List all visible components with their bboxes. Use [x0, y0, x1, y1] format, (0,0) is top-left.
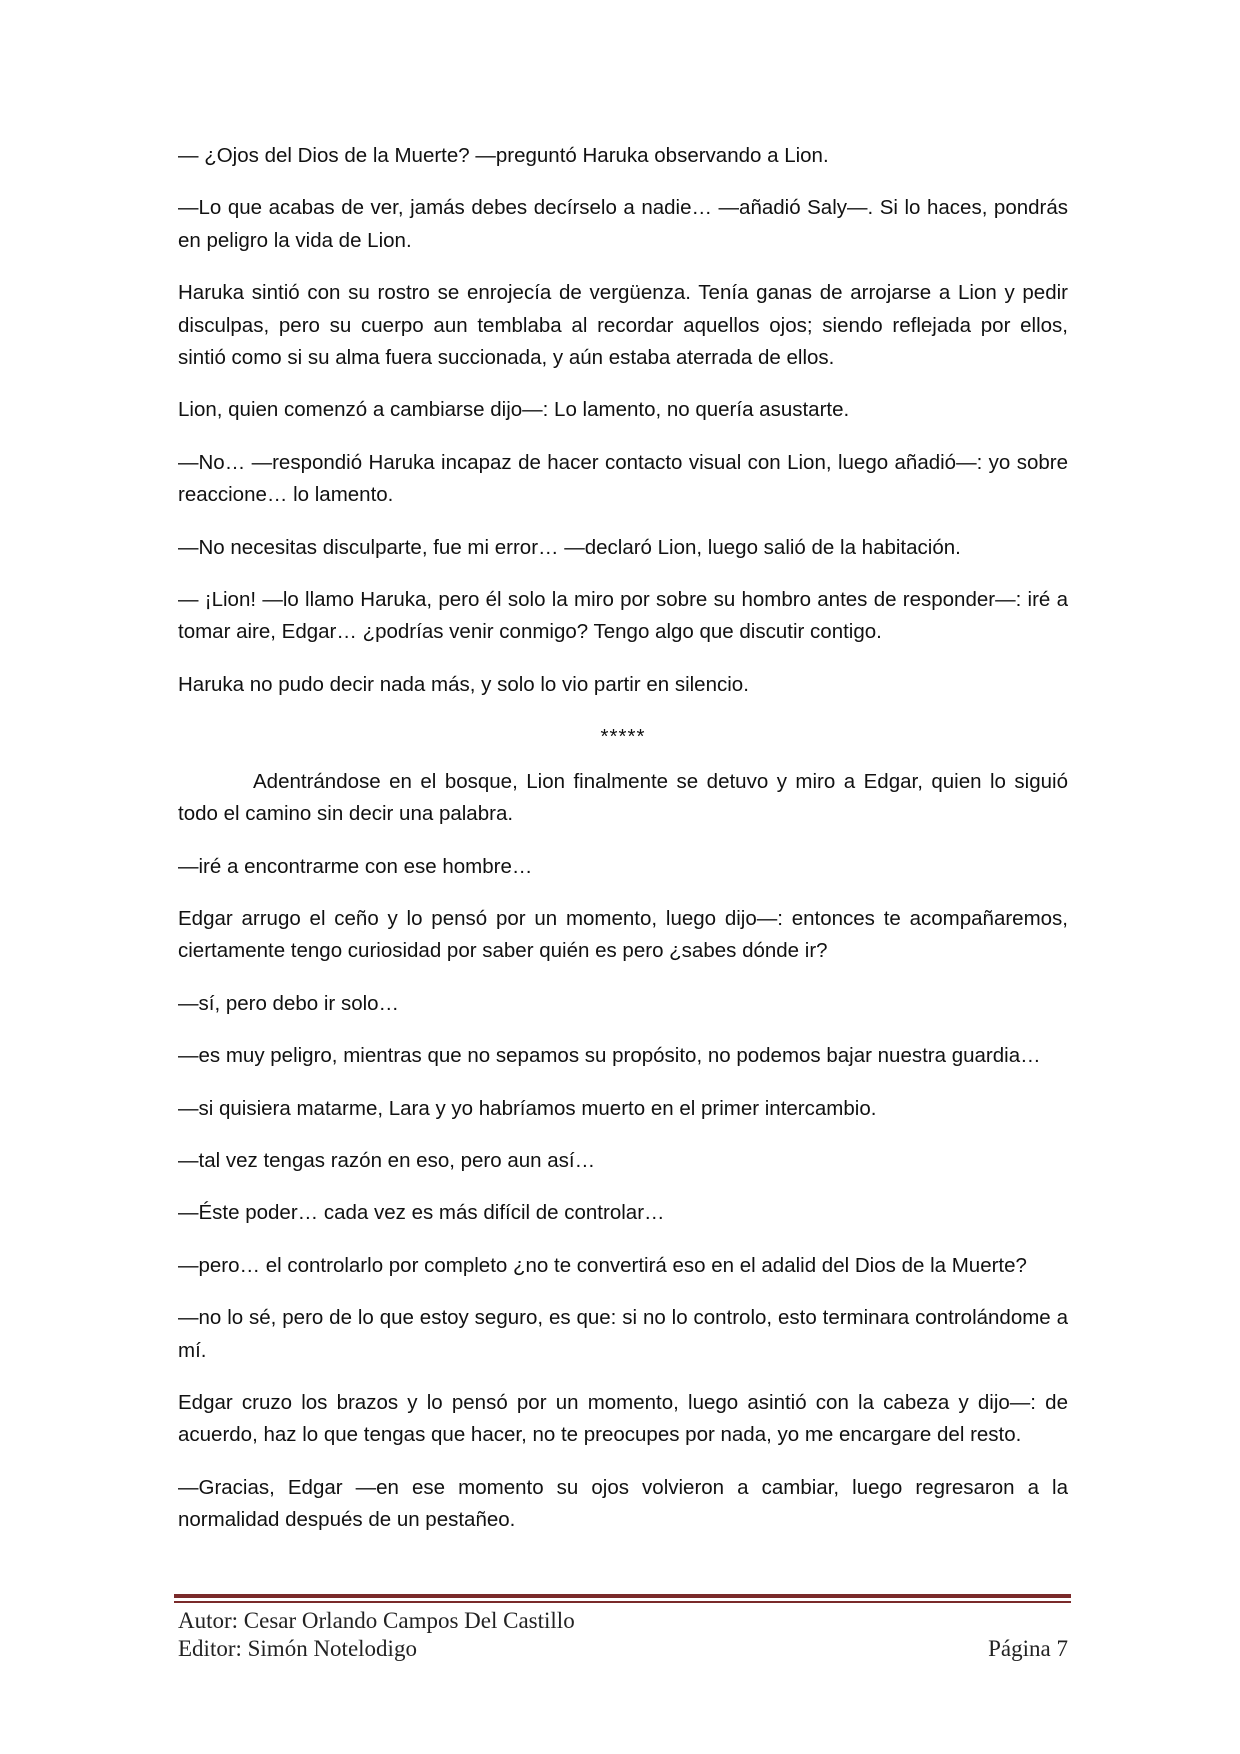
paragraph: Edgar cruzo los brazos y lo pensó por un momento, luego asintió con la cabeza y dijo—: de acuerdo, haz lo que tengas que hacer, no te preocupes por nada, yo me encargare del resto. — [178, 1390, 1068, 1447]
paragraph: —no lo sé, pero de lo que estoy seguro, es que: si no lo controlo, esto terminara controlándome a mí. — [178, 1306, 1068, 1362]
paragraph: —No… —respondió Haruka incapaz de hacer contacto visual con Lion, luego añadió—: yo sobre reaccione… lo lamento. — [178, 450, 1068, 507]
footer-editor-row — [178, 1635, 1068, 1663]
paragraph: —iré a encontrarme con ese hombre… — [178, 854, 533, 878]
paragraph: Edgar arrugo el ceño y lo pensó por un momento, luego dijo—: entonces te acompañaremos, ciertamente tengo curiosidad por saber quién es pero ¿sabes dónde ir? — [178, 906, 1068, 963]
paragraph: —Lo que acabas de ver, jamás debes decírselo a nadie… —añadió Saly—. Si lo haces, pondrás en peligro la vida de Lion. — [178, 196, 1068, 252]
page-number: Página 7 — [988, 1636, 1068, 1661]
paragraph: —tal vez tengas razón en eso, pero aun así… — [178, 1148, 596, 1172]
body-text — [178, 140, 1068, 1557]
footer-editor: Editor: Simón Notelodigo — [178, 1636, 417, 1661]
paragraph: —sí, pero debo ir solo… — [178, 991, 400, 1015]
footer-rule-thin — [174, 1601, 1071, 1603]
paragraph: — ¿Ojos del Dios de la Muerte? —preguntó Haruka observando a Lion. — [178, 144, 829, 167]
paragraph: Haruka sintió con su rostro se enrojecía de vergüenza. Tenía ganas de arrojarse a Lion y pedir disculpas, pero su cuerpo aun temblaba al recordar aquellos ojos; siendo reflejada por ellos, sintió como si su alma fuera succionada, y aún estaba aterrada de ellos. — [178, 281, 1068, 370]
footer-author: Autor: Cesar Orlando Campos Del Castillo — [178, 1608, 575, 1633]
paragraph: —si quisiera matarme, Lara y yo habríamos muerto en el primer intercambio. — [178, 1096, 877, 1120]
paragraph: Haruka no pudo decir nada más, y solo lo vio partir en silencio. — [178, 672, 749, 696]
paragraph: Adentrándose en el bosque, Lion finalmente se detuvo y miro a Edgar, quien lo siguió todo el camino sin decir una palabra. — [178, 769, 1068, 826]
paragraph: —pero… el controlarlo por completo ¿no te convertirá eso en el adalid del Dios de la Muerte? — [178, 1253, 1027, 1277]
scene-separator: ***** — [600, 725, 646, 749]
footer-rule-thick — [174, 1594, 1071, 1598]
paragraph: —No necesitas disculparte, fue mi error… —declaró Lion, luego salió de la habitación. — [178, 535, 961, 559]
paragraph: —Éste poder… cada vez es más difícil de controlar… — [178, 1201, 665, 1225]
paragraph: —Gracias, Edgar —en ese momento su ojos volvieron a cambiar, luego regresaron a la normalidad después de un pestañeo. — [178, 1475, 1068, 1532]
paragraph: —es muy peligro, mientras que no sepamos su propósito, no podemos bajar nuestra guardia… — [178, 1044, 1041, 1068]
paragraph: Lion, quien comenzó a cambiarse dijo—: Lo lamento, no quería asustarte. — [178, 398, 850, 422]
paragraph: — ¡Lion! —lo llamo Haruka, pero él solo la miro por sobre su hombro antes de responder—: iré a tomar aire, Edgar… ¿podrías venir conmigo? Tengo algo que discutir contigo. — [178, 588, 1068, 644]
